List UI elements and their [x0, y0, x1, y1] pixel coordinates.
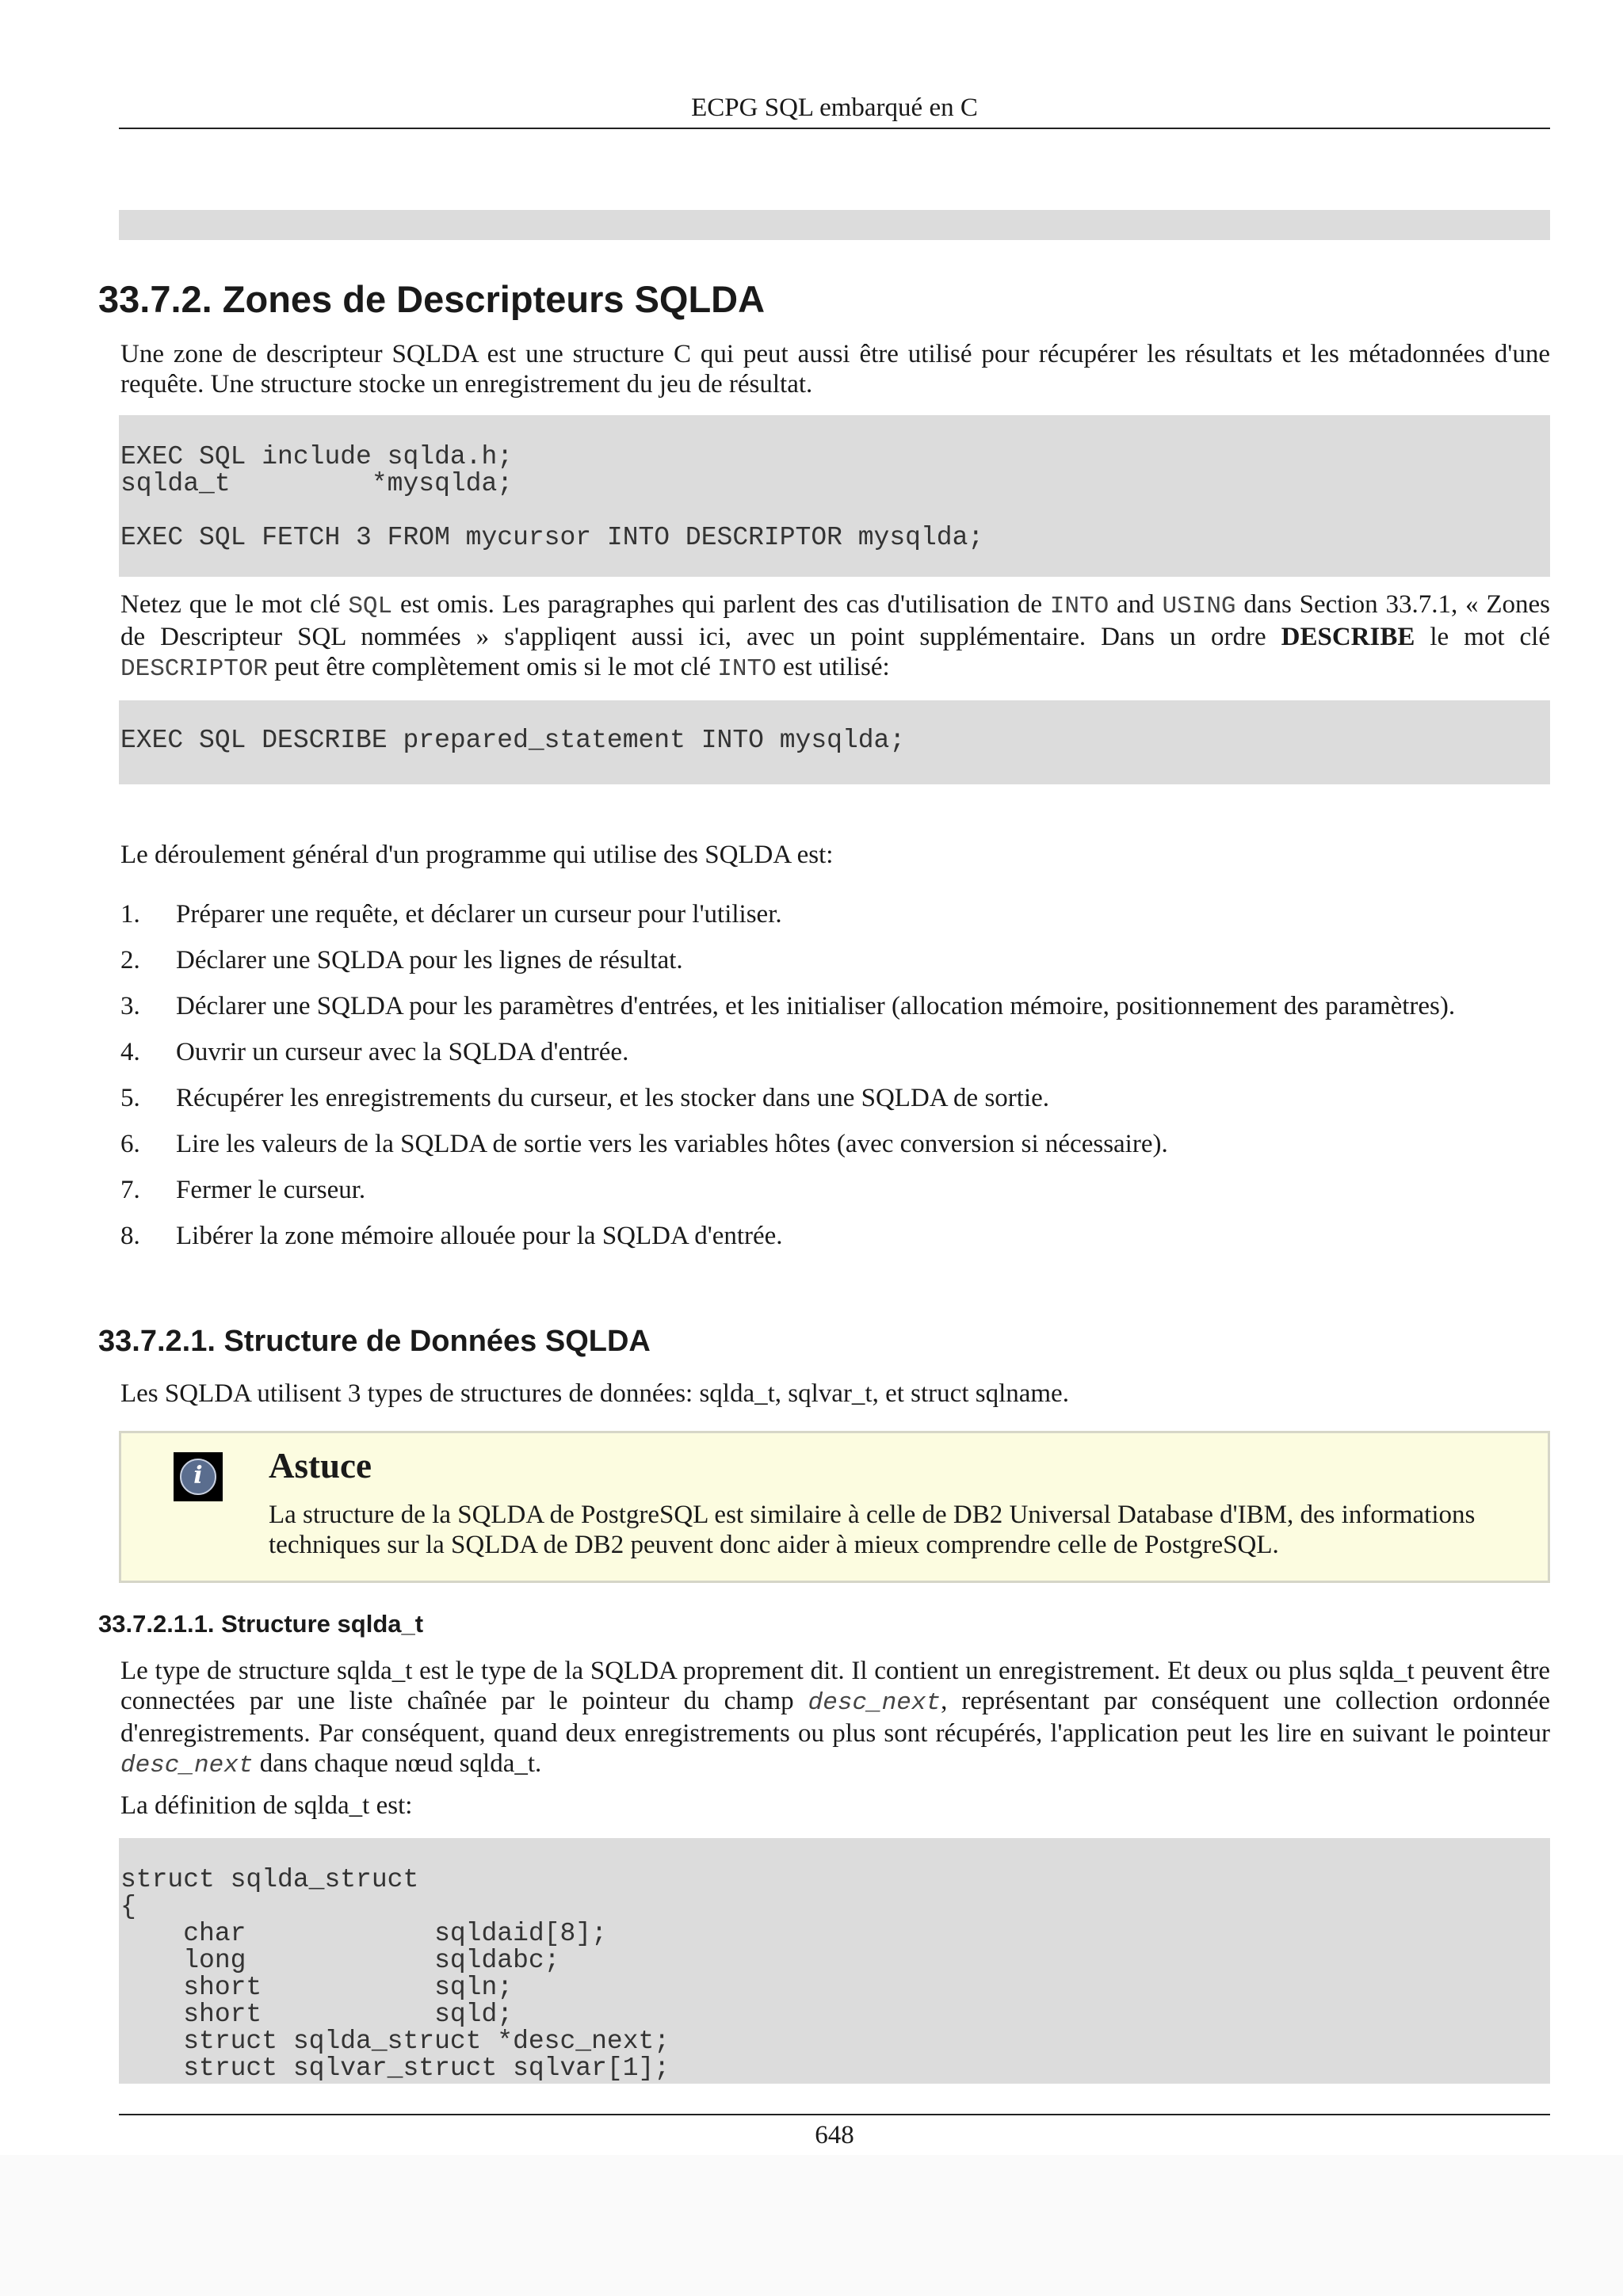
list-item: 8. Libérer la zone mémoire allouée pour la SQLDA d'entrée. [120, 1222, 783, 1250]
footer-rule [119, 2114, 1550, 2115]
running-header: ECPG SQL embarqué en C [691, 93, 978, 122]
tip-text: La structure de la SQLDA de PostgreSQL est similaire à celle de DB2 Universal Database d'IBM, des informations techniques sur la SQLDA de DB2 peuvent donc aider à mieux comprendre celle de PostgreSQL. [269, 1501, 1476, 1559]
flow-intro: Le déroulement général d'un programme qui utilise des SQLDA est: [120, 841, 834, 869]
tip-box [119, 1431, 1550, 1583]
code-block-3 [119, 1838, 1550, 2084]
list-item: 6. Lire les valeurs de la SQLDA de sortie vers les variables hôtes (avec conversion si nécessaire). [120, 1130, 1168, 1158]
omission-note: Netez que le mot clé SQL est omis. Les paragraphes qui parlent des cas d'utilisation de INTO and USING dans Section 33.7.1, « Zones de Descripteur SQL nommées » s'appliqent aussi ici, avec un point supplémentaire. Dans un ordre DESCRIBE le mot clé DESCRIPTOR peut être complètement omis si le mot clé INTO est utilisé: [120, 590, 1551, 683]
list-item: 1. Préparer une requête, et déclarer un curseur pour l'utiliser. [120, 900, 782, 929]
code-block-1 [119, 415, 1550, 577]
subsection-heading: 33.7.2.1. Structure de Données SQLDA [98, 1325, 651, 1358]
info-icon: i [174, 1452, 223, 1501]
subsection-intro: Les SQLDA utilisent 3 types de structures de données: sqlda_t, sqlvar_t, et struct sqlname. [120, 1379, 1069, 1408]
header-rule [119, 128, 1550, 129]
code-fetch-descriptor: EXEC SQL include sqlda.h; sqlda_t *mysqlda; EXEC SQL FETCH 3 FROM mycursor INTO DESCRIPTOR mysqlda; [120, 442, 984, 552]
code-describe: EXEC SQL DESCRIBE prepared_statement INTO mysqlda; [120, 726, 906, 755]
code-sqlda-struct: struct sqlda_struct { char sqldaid[8]; long sqldabc; short sqln; short sqld; struct sqlda_struct *desc_next; struct sqlvar_struct sqlvar[1]; [120, 1865, 670, 2083]
list-item: 3. Déclarer une SQLDA pour les paramètres d'entrées, et les initialiser (allocation mémoire, positionnement des paramètres). [120, 992, 1456, 1020]
definition-intro: La définition de sqlda_t est: [120, 1791, 413, 1820]
list-item: 7. Fermer le curseur. [120, 1176, 366, 1204]
tip-title: Astuce [269, 1446, 372, 1486]
list-item: 5. Récupérer les enregistrements du curseur, et les stocker dans une SQLDA de sortie. [120, 1084, 1050, 1112]
code-block-2 [119, 700, 1550, 784]
list-item: 2. Déclarer une SQLDA pour les lignes de résultat. [120, 946, 683, 974]
subsubsection-heading: 33.7.2.1.1. Structure sqlda_t [98, 1610, 424, 1638]
list-item: 4. Ouvrir un curseur avec la SQLDA d'entrée. [120, 1038, 629, 1066]
section-heading: 33.7.2. Zones de Descripteurs SQLDA [98, 278, 766, 320]
page-number: 648 [815, 2121, 854, 2149]
sqlda-description: Le type de structure sqlda_t est le type de la SQLDA proprement dit. Il contient un enregistrement. Et deux ou plus sqlda_t peuvent être connectées par une liste chaînée par le pointeur du champ desc_next, représentant par conséquent une collection ordonnée d'enregistrements. Par conséquent, quand deux enregistrements ou plus sont récupérés, l'application peut les lire en suivant le pointeur desc_next dans chaque nœud sqlda_t. [120, 1657, 1550, 1779]
section-intro: Une zone de descripteur SQLDA est une structure C qui peut aussi être utilisé pour récupérer les résultats et les métadonnées d'une requête. Une structure stocke un enregistrement du jeu de résultat. [120, 340, 1550, 399]
code-block-tail [119, 210, 1550, 240]
steps-list [120, 898, 1550, 1266]
